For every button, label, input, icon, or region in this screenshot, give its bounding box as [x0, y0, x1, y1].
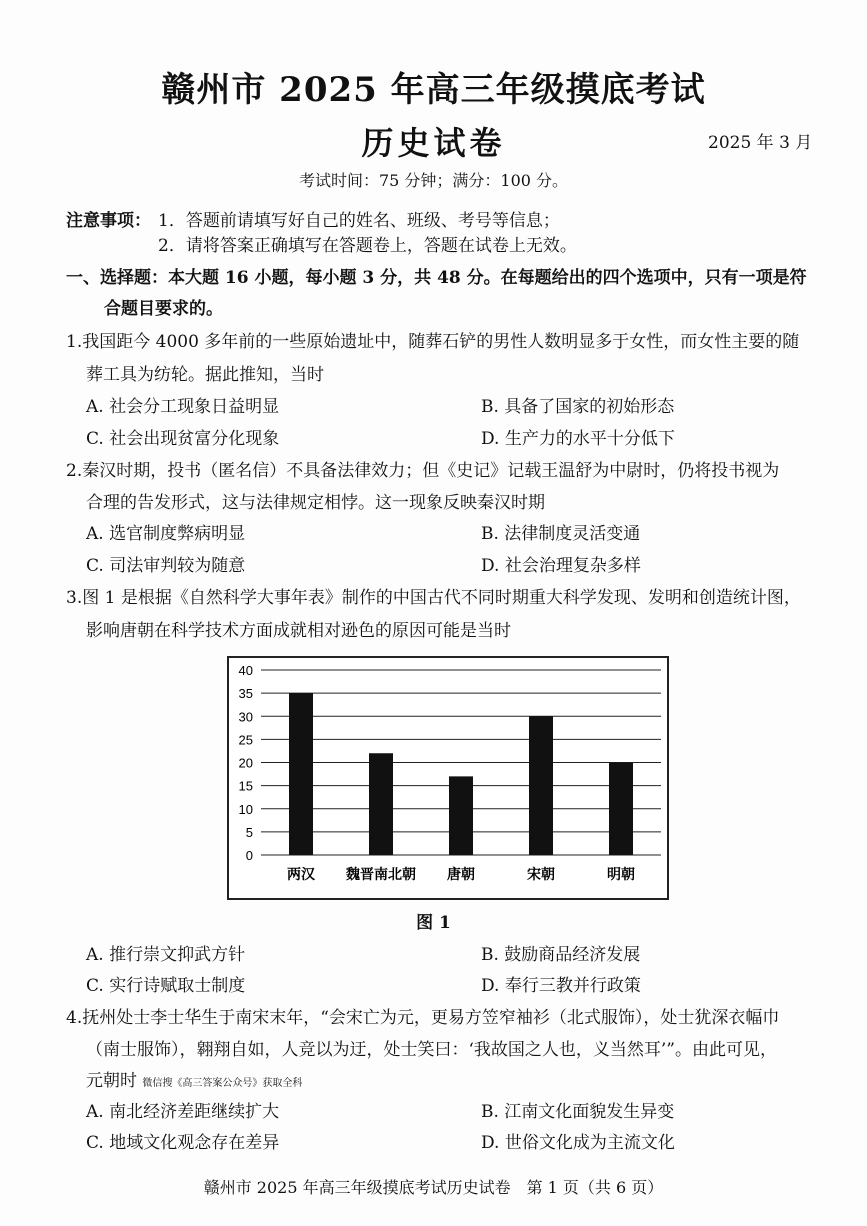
- question-2-option-d: D. 社会治理复杂多样: [481, 556, 641, 576]
- bar: [369, 753, 393, 855]
- question-3-line: 3.图 1 是根据《自然科学大事年表》制作的中国古代不同时期重大科学发现、发明和创造统计图，: [66, 588, 801, 608]
- section-heading: 一、选择题：本大题 16 小题，每小题 3 分，共 48 分。在每题给出的四个选项中，只有一项是符: [66, 268, 807, 288]
- exam-subject-title: 历史试卷: [361, 124, 506, 162]
- notice-item-2: 2．请将答案正确填写在答题卷上，答题在试卷上无效。: [158, 236, 577, 256]
- question-1-option-b: B. 具备了国家的初始形态: [481, 397, 675, 417]
- question-3-option-c: C. 实行诗赋取士制度: [86, 976, 246, 996]
- bar: [609, 763, 633, 856]
- bar: [289, 693, 313, 855]
- exam-title: 赣州市 2025 年高三年级摸底考试: [161, 70, 706, 110]
- question-4-line: [86, 1066, 302, 1091]
- x-tick-label: 唐朝: [447, 867, 475, 883]
- x-tick-label: 宋朝: [527, 867, 555, 883]
- y-tick-label: 25: [238, 732, 253, 748]
- notice-item-1: 1．答题前请填写好自己的姓名、班级、考号等信息；: [158, 211, 560, 231]
- question-2-option-b: B. 法律制度灵活变通: [481, 524, 641, 544]
- x-tick-label: 两汉: [287, 867, 315, 883]
- notice-label: 注意事项：: [66, 211, 151, 231]
- question-4-line-text: 元朝时: [86, 1071, 137, 1091]
- question-4-option-a: A. 南北经济差距继续扩大: [86, 1102, 280, 1122]
- question-1-option-d: D. 生产力的水平十分低下: [481, 429, 675, 449]
- x-tick-label: 明朝: [607, 867, 635, 883]
- question-3-option-a: A. 推行崇文抑武方针: [86, 945, 246, 965]
- y-tick-label: 35: [238, 686, 253, 702]
- question-4-option-b: B. 江南文化面貌发生异变: [481, 1102, 675, 1122]
- figure-caption: 图 1: [416, 913, 451, 933]
- question-1-line: 1.我国距今 4000 多年前的一些原始遗址中，随葬石铲的男性人数明显多于女性，而女性主要的随: [66, 332, 800, 352]
- question-3-line: 影响唐朝在科学技术方面成就相对逊色的原因可能是当时: [86, 621, 511, 641]
- page-footer: 赣州市 2025 年高三年级摸底考试历史试卷 第 1 页（共 6 页）: [203, 1178, 664, 1197]
- question-4-line: （南士服饰），翱翔自如，人竞以为迂，处士笑曰：‘我故国之人也，义当然耳’”。由此可见，: [86, 1040, 777, 1060]
- question-3-option-b: B. 鼓励商品经济发展: [481, 945, 641, 965]
- bar-chart: [229, 658, 667, 898]
- exam-date: 2025 年 3 月: [708, 133, 813, 153]
- bar: [529, 716, 553, 855]
- question-2-option-a: A. 选官制度弊病明显: [86, 524, 246, 544]
- question-3-option-d: D. 奉行三教并行政策: [481, 976, 641, 996]
- question-4-option-c: C. 地域文化观念存在差异: [86, 1133, 280, 1153]
- y-tick-label: 10: [238, 801, 253, 817]
- question-2-line: 2.秦汉时期，投书（匿名信）不具备法律效力；但《史记》记载王温舒为中尉时，仍将投书视为: [66, 461, 780, 481]
- question-1-option-a: A. 社会分工现象日益明显: [86, 397, 280, 417]
- question-1-option-c: C. 社会出现贫富分化现象: [86, 429, 280, 449]
- bar: [449, 776, 473, 855]
- watermark-text: 微信搜《高三答案公众号》获取全科: [142, 1078, 303, 1089]
- y-tick-label: 20: [238, 755, 253, 771]
- y-tick-label: 30: [238, 709, 253, 725]
- exam-info: 考试时间：75 分钟；满分：100 分。: [298, 171, 569, 190]
- question-2-option-c: C. 司法审判较为随意: [86, 556, 246, 576]
- question-2-line: 合理的告发形式，这与法律规定相悖。这一现象反映秦汉时期: [86, 493, 545, 513]
- x-tick-label: 魏晋南北朝: [346, 867, 416, 883]
- section-heading-cont: 合题目要求的。: [104, 299, 223, 319]
- y-tick-label: 5: [245, 824, 253, 840]
- question-4-line: 4.抚州处士李士华生于南宋末年，“会宋亡为元，更易方笠窄袖衫（北式服饰），处士犹深衣幅巾: [66, 1008, 780, 1028]
- question-4-option-d: D. 世俗文化成为主流文化: [481, 1133, 675, 1153]
- question-1-line: 葬工具为纺轮。据此推知，当时: [86, 365, 324, 385]
- y-tick-label: 0: [245, 848, 253, 863]
- y-tick-label: 15: [238, 778, 253, 794]
- chart-frame: [227, 656, 669, 900]
- y-tick-label: 40: [238, 663, 253, 678]
